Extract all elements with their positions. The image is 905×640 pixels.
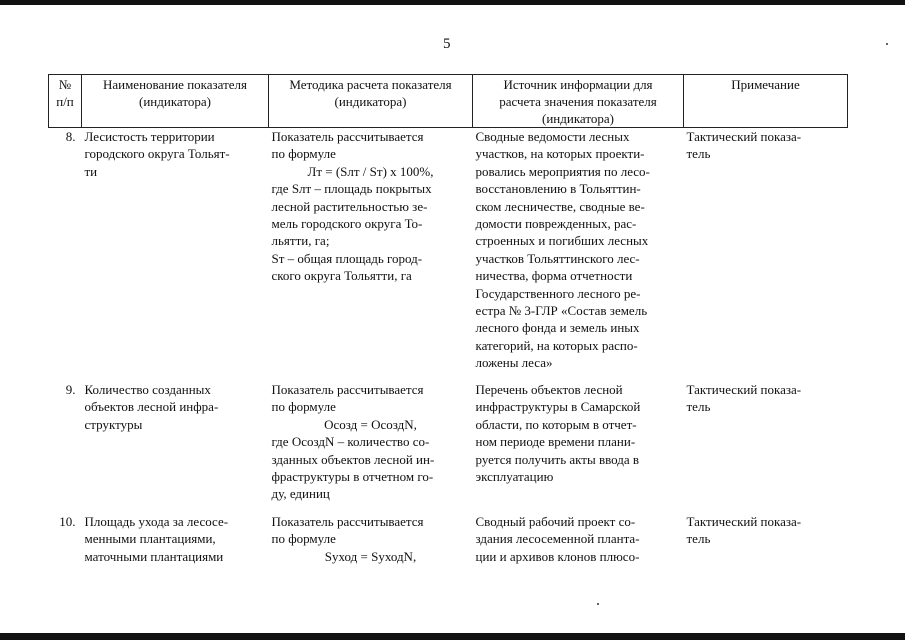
table-header-row (49, 75, 848, 128)
table-row (49, 381, 848, 513)
header-source: Источник информации для расчета значения показателя (индикатора) (473, 75, 684, 128)
row-number: 9. (65, 382, 76, 397)
row-note: Тактический показа- тель (686, 514, 802, 547)
header-method: Методика расчета показателя (индикатора) (269, 75, 473, 128)
header-note: Примечание (684, 75, 848, 128)
top-border (0, 0, 905, 5)
row-method: Показатель рассчитывается по формуле Лт = (Sлт / Sт) х 100%, где Sлт – площадь покрытых лесной растительностью зе- мель городского округа То- льятти, га; Sт – общая площадь город- ского округа Тольятти, га (269, 128, 473, 382)
row-source: Сводный рабочий проект со- здания лесосеменной планта- ции и архивов клонов плюсо- (475, 514, 640, 564)
table-row (49, 513, 848, 565)
row-name: Площадь ухода за лесосе- менными плантациями, маточными плантациями (84, 514, 229, 564)
row-source: Перечень объектов лесной инфраструктуры в Самарской области, по которым в отчет- ном периоде времени плани- руется получить акты ввода в эксплуатацию (475, 382, 641, 485)
row-number: 8. (65, 129, 76, 144)
bottom-border (0, 633, 905, 640)
formula: Sуход = SуходN, (324, 548, 417, 564)
row-name: Лесистость территории городского округа Тольят- ти (84, 129, 230, 179)
page-number: 5 (443, 36, 451, 52)
table-row (49, 128, 848, 382)
header-indicator-name: Наименование показателя (индикатора) (82, 75, 269, 128)
row-source: Сводные ведомости лесных участков, на которых проекти- ровались мероприятия по лесо- восстановлению в Тольяттин- ском лесничестве, сводные ве- домости поврежденных, рас- строенных и погибших лесных участков Тольяттинского лес- ничества, форма отчетности Государственного лесного ре- естра № 3-ГЛР «Состав земель лесного фонда и земель иных категорий, на которых распо- ложены леса» (475, 129, 650, 371)
formula: Лт = (Sлт / Sт) х 100%, (307, 163, 434, 179)
header-number: № п/п (49, 75, 82, 128)
scan-speck (597, 603, 599, 605)
formula: Осозд = ОсоздN, (324, 416, 417, 432)
row-method: Показатель рассчитывается по формуле Осозд = ОсоздN, где ОсоздN – количество со- зданных объектов лесной ин- фраструктуры в отчетном го- ду, единиц (269, 381, 473, 513)
row-method: Показатель рассчитывается по формуле Sуход = SуходN, (269, 513, 473, 565)
row-note: Тактический показа- тель (686, 129, 802, 162)
indicators-table (48, 74, 848, 565)
row-name: Количество созданных объектов лесной инфра- структуры (84, 382, 219, 432)
scan-speck (886, 43, 888, 45)
row-note: Тактический показа- тель (686, 382, 802, 415)
row-number: 10. (59, 514, 76, 529)
